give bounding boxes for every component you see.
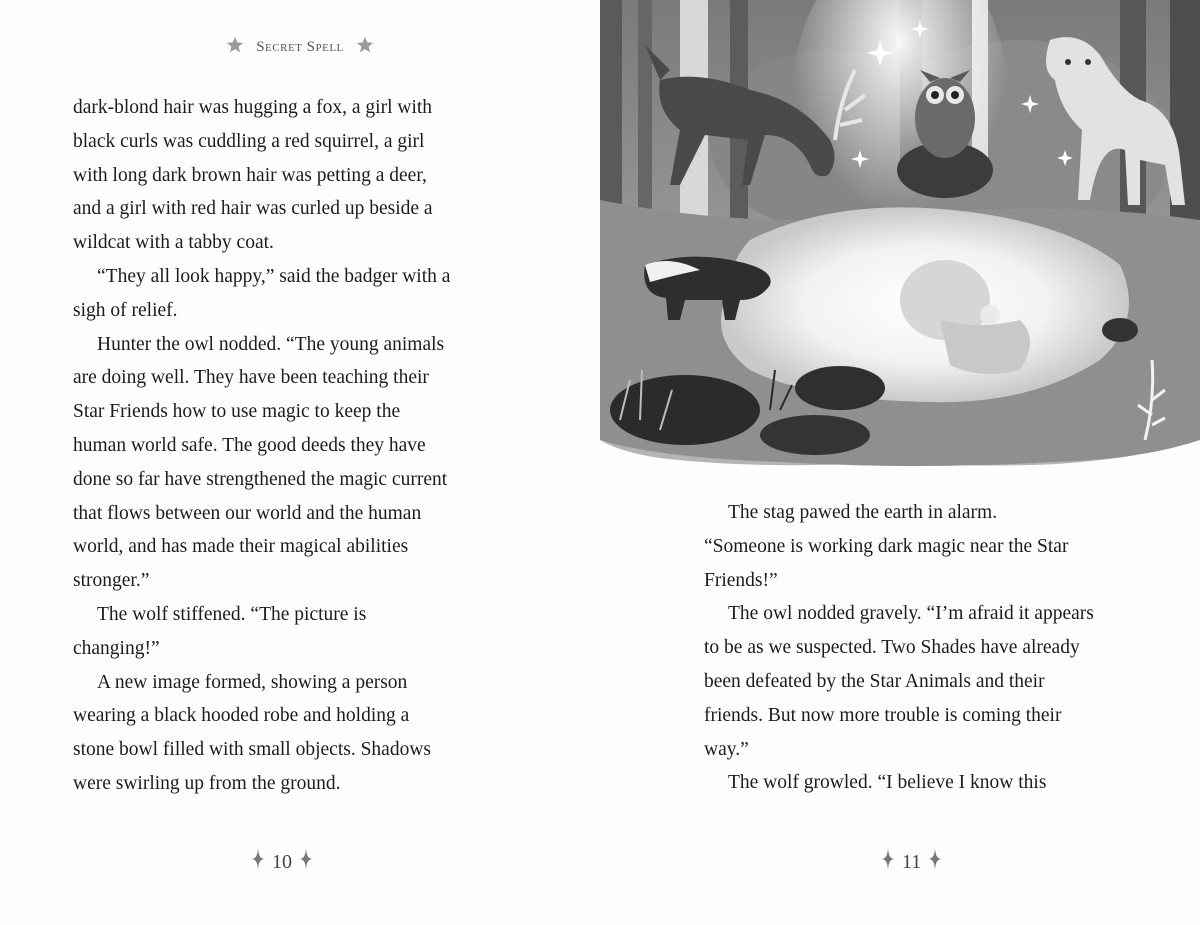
text-line: The owl nodded gravely. “I’m afraid it appears <box>728 603 1094 625</box>
text-line: are doing well. They have been teaching their <box>73 367 429 389</box>
page-number-left <box>252 848 312 876</box>
right-page-body-text <box>704 496 1164 800</box>
text-line: with long dark brown hair was petting a deer, <box>73 164 427 186</box>
forest-animals-illustration <box>600 0 1200 480</box>
text-line: wearing a black hooded robe and holding a <box>73 705 410 727</box>
text-line: Hunter the owl nodded. “The young animals <box>97 333 445 355</box>
page-number-right <box>882 848 941 876</box>
text-line: sigh of relief. <box>73 299 178 321</box>
text-line: “They all look happy,” said the badger with a <box>97 265 451 287</box>
page-number-text: 11 <box>902 850 922 873</box>
text-line: changing!” <box>73 637 160 659</box>
sparkle-icon <box>252 848 264 876</box>
left-page-body-text <box>73 91 543 801</box>
running-header <box>0 36 600 59</box>
text-line: wildcat with a tabby coat. <box>73 232 274 254</box>
page-number-text: 10 <box>272 850 292 873</box>
text-line: to be as we suspected. Two Shades have already <box>704 637 1080 659</box>
text-line: “Someone is working dark magic near the Star <box>704 535 1069 557</box>
sparkle-icon <box>882 848 894 876</box>
text-line: and a girl with red hair was curled up beside a <box>73 198 433 220</box>
text-line: human world safe. The good deeds they have <box>73 434 426 456</box>
text-line: Star Friends how to use magic to keep the <box>73 401 401 423</box>
text-line: way.” <box>704 738 749 760</box>
text-line: stronger.” <box>73 570 150 592</box>
star-ornament-icon <box>226 36 244 59</box>
sparkle-icon <box>929 848 941 876</box>
text-line: A new image formed, showing a person <box>97 671 408 693</box>
star-ornament-icon <box>356 36 374 59</box>
text-line: The stag pawed the earth in alarm. <box>728 502 998 523</box>
text-line: that flows between our world and the human <box>73 502 422 524</box>
text-line: friends. But now more trouble is coming their <box>704 704 1062 726</box>
text-line: world, and has made their magical abilities <box>73 536 409 558</box>
text-line: black curls was cuddling a red squirrel, a girl <box>73 130 425 152</box>
text-line: been defeated by the Star Animals and their <box>704 670 1045 692</box>
text-line: Friends!” <box>704 569 778 591</box>
sparkle-icon <box>300 848 312 876</box>
running-header-title: Secret Spell <box>256 38 344 55</box>
text-line: were swirling up from the ground. <box>73 772 341 794</box>
text-line: The wolf growled. “I believe I know this <box>728 772 1047 794</box>
text-line: stone bowl filled with small objects. Shadows <box>73 739 432 761</box>
text-line: done so far have strengthened the magic current <box>73 468 448 490</box>
text-line: dark-blond hair was hugging a fox, a girl with <box>73 97 433 118</box>
text-line: The wolf stiffened. “The picture is <box>97 603 367 625</box>
